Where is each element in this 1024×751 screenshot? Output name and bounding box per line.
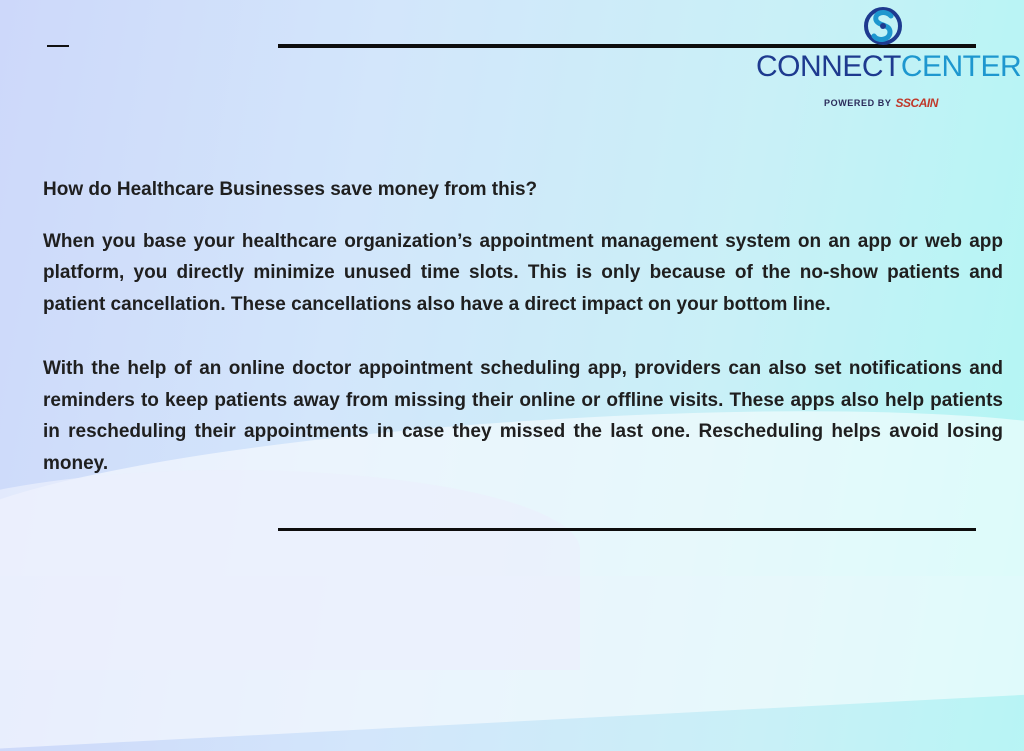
- brand-logo: SSCAIN: [895, 96, 938, 110]
- logo-mark-icon: [864, 4, 902, 48]
- logo-word-connect: CONNECT: [756, 50, 901, 83]
- powered-by-label: POWERED BY: [824, 98, 892, 108]
- logo-powered-by: [824, 96, 938, 110]
- background-wave-secondary: [0, 470, 580, 670]
- bottom-divider: [278, 528, 976, 531]
- slide-dash-mark: [47, 45, 69, 47]
- logo-wordmark: [756, 52, 1021, 82]
- logo-word-center: CENTER: [900, 50, 1022, 83]
- paragraph-1: When you base your healthcare organization’s appointment management system on an app or web app platform, you directly minimize unused time slots. This is only because of the no-show patients and patient cancellation. These cancellations also have a direct impact on your bottom line.: [43, 230, 1003, 315]
- slide-content: [43, 174, 1003, 479]
- section-heading: How do Healthcare Businesses save money from this?: [43, 179, 538, 200]
- paragraph-2: With the help of an online doctor appointment scheduling app, providers can also set notifications and reminders to keep patients away from missing their online or offline visits. These apps also help patients in rescheduling their appointments in case they missed the last one. Rescheduling helps avoid losing money.: [43, 358, 1003, 474]
- connectcenter-logo: [752, 2, 1022, 112]
